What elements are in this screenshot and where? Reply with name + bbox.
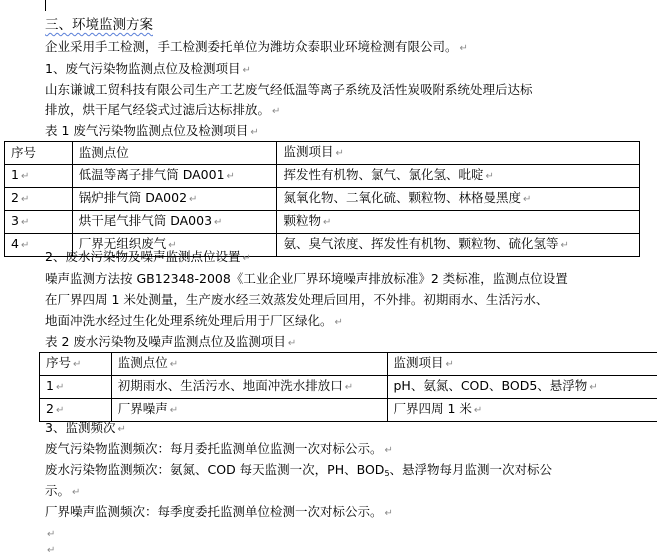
table2-header-cell: 序号 ↵ <box>40 353 112 376</box>
table2 <box>39 352 657 422</box>
table2-caption <box>45 333 296 353</box>
table1-header-cell: 监测项目 ↵ <box>277 142 640 165</box>
sub1-para-line1-text: 山东谦诚工贸科技有限公司生产工艺废气经低温等离子系统及活性炭吸附系统处理后达标 <box>45 82 533 97</box>
paragraph-mark-icon: ↵ <box>47 529 55 540</box>
freq-water-text-b: 、悬浮物每月监测一次对标公 <box>390 462 553 477</box>
table-row <box>5 165 640 188</box>
sub3-heading <box>45 419 126 439</box>
paragraph-mark-icon: ↵ <box>288 338 296 349</box>
table2-header-cell: 监测项目 ↵ <box>387 353 657 376</box>
freq-gas-line <box>45 440 393 460</box>
table-row <box>5 188 640 211</box>
table-cell: 低温等离子排气筒 DA001 ↵ <box>72 165 277 188</box>
paragraph-mark-icon: ↵ <box>250 127 258 138</box>
table2-caption-text: 表 2 废水污染物及噪声监测点位及监测项目 <box>45 334 286 349</box>
sub2-para-line2 <box>45 291 548 309</box>
section-title <box>45 16 153 34</box>
table-cell: 初期雨水、生活污水、地面冲洗水排放口 ↵ <box>111 376 387 399</box>
sub2-para-line3-text: 地面冲洗水经过生化处理系统处理后用于厂区绿化。 <box>45 313 333 328</box>
table-cell: 1 ↵ <box>5 165 73 188</box>
table1-header-cell: 序号 <box>5 142 73 165</box>
sub2-heading-text: 2、废水污染物及噪声监测点位设置 <box>45 249 240 264</box>
table-cell: 厂界噪声 ↵ <box>111 399 387 422</box>
sub1-heading <box>45 60 251 80</box>
table-cell: 挥发性有机物、氯气、氯化氢、吡啶 ↵ <box>277 165 640 188</box>
table-cell: pH、氨氮、COD、BOD5、悬浮物 ↵ <box>387 376 657 399</box>
freq-water-text-a: 废水污染物监测频次：氨氮、COD 每天监测一次，PH、BOD <box>45 462 384 477</box>
sub2-para-line2-text: 在厂界四周 1 米处测量，生产废水经三效蒸发处理后回用，不外排。初期雨水、生活污水、 <box>45 292 548 307</box>
freq-water-line2-text: 示。 <box>45 483 70 498</box>
paragraph-mark-icon: ↵ <box>385 508 393 519</box>
section-title-text: 三、环境监测方案 <box>45 17 153 33</box>
freq-water-line1 <box>45 461 552 483</box>
table1-caption-text: 表 1 废气污染物监测点位及检测项目 <box>45 123 248 138</box>
paragraph-mark-icon: ↵ <box>72 487 80 498</box>
freq-water-subscript: 5 <box>384 469 389 478</box>
table-cell: 2 ↵ <box>5 188 73 211</box>
freq-water-line2 <box>45 482 80 502</box>
freq-gas-text: 废气污染物监测频次：每月委托监测单位监测一次对标公示。 <box>45 441 383 456</box>
table1-header-row <box>5 142 640 165</box>
sub1-para-line2-text: 排放，烘干尾气经袋式过滤后达标排放。 <box>45 102 270 117</box>
sub3-heading-text: 3、监测频次 <box>45 420 115 435</box>
table-cell: 厂界四周 1 米 ↵ <box>387 399 657 422</box>
intro-text: 企业采用手工检测，手工检测委托单位为潍坊众泰职业环境检测有限公司。 <box>45 39 458 54</box>
paragraph-mark-icon: ↵ <box>385 445 393 456</box>
table-row <box>40 376 657 399</box>
text-cursor <box>45 0 46 11</box>
table-cell: 颗粒物 ↵ <box>277 211 640 234</box>
freq-noise-line <box>45 503 393 523</box>
paragraph-mark-icon: ↵ <box>272 106 280 117</box>
table2-header-cell: 监测点位 ↵ <box>111 353 387 376</box>
sub1-heading-text: 1、废气污染物监测点位及检测项目 <box>45 61 240 76</box>
freq-noise-text: 厂界噪声监测频次：每季度委托监测单位检测一次对标公示。 <box>45 504 383 519</box>
paragraph-mark-icon: ↵ <box>335 317 343 328</box>
paragraph-mark-icon: ↵ <box>242 253 250 264</box>
table-cell: 4 ↵ <box>5 234 73 257</box>
table-cell: 氨、臭气浓度、挥发性有机物、颗粒物、硫化氢等 ↵ <box>277 234 640 257</box>
empty-paragraph <box>45 540 55 560</box>
table-cell: 氮氧化物、二氧化硫、颗粒物、林格曼黑度 ↵ <box>277 188 640 211</box>
paragraph-mark-icon: ↵ <box>242 65 250 76</box>
paragraph-mark-icon: ↵ <box>460 43 468 54</box>
sub2-para-line1 <box>45 270 568 288</box>
table-cell: 1 ↵ <box>40 376 112 399</box>
sub2-para-line1-text: 噪声监测方法按 GB12348-2008《工业企业厂界环境噪声排放标准》2 类标准，监测点位设置 <box>45 271 568 286</box>
sub1-para-line2 <box>45 101 280 121</box>
table-cell: 烘干尾气排气筒 DA003 ↵ <box>72 211 277 234</box>
table1 <box>4 141 640 257</box>
sub2-para-line3 <box>45 312 343 332</box>
table-row <box>40 399 657 422</box>
paragraph-mark-icon: ↵ <box>47 545 55 556</box>
table-cell: 3 ↵ <box>5 211 73 234</box>
table1-caption <box>45 122 259 142</box>
paragraph-mark-icon: ↵ <box>117 424 125 435</box>
table2-header-row <box>40 353 657 376</box>
sub1-para-line1 <box>45 81 533 99</box>
table-cell: 2 ↵ <box>40 399 112 422</box>
table1-header-cell: 监测点位 <box>72 142 277 165</box>
table-row <box>5 211 640 234</box>
table-cell: 厂界无组织废气 ↵ <box>72 234 277 257</box>
table-cell: 锅炉排气筒 DA002 ↵ <box>72 188 277 211</box>
intro-paragraph <box>45 38 468 58</box>
sub2-heading <box>45 248 251 268</box>
